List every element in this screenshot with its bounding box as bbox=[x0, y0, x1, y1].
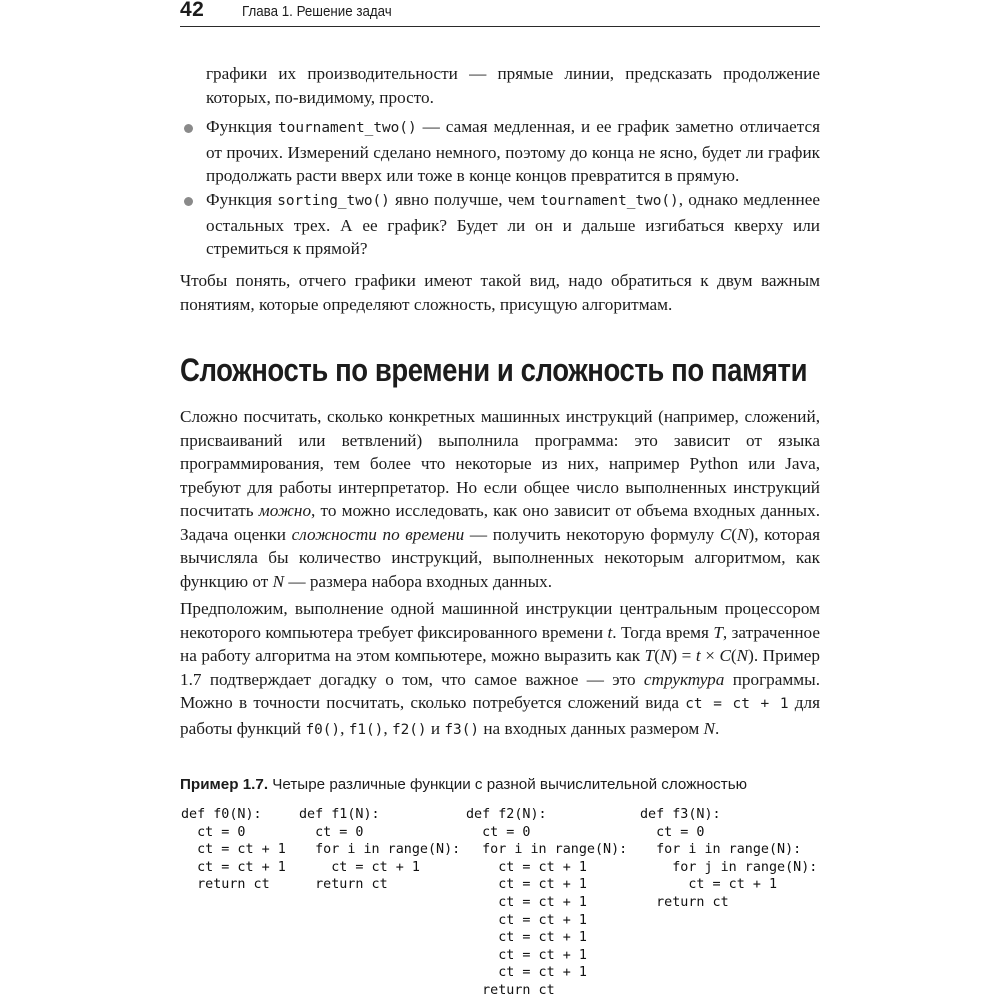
code-line: ct = ct + 1 bbox=[181, 859, 286, 875]
code-listing-f3 bbox=[640, 806, 817, 912]
code-line: ct = ct + 1 bbox=[466, 877, 587, 893]
paragraph-machine-time: Предположим, выполнение одной машинной инструкции центральным процессором некоторого компьютера требует фиксированного времени t. Тогда время T, затраченное на работу алгоритма на этом компьютере, можно выразить как T(N) = t × C(N). Пример 1.7 подтверждает догадку о том, что самое важное — это структура программы. Можно в точности посчитать, сколько потребуется сложений вида ct = ct + 1 для работы функций f0(), f1(), f2() и f3() на входных данных размером N. bbox=[180, 599, 820, 738]
code-line: def f2(N): bbox=[466, 807, 547, 822]
code-line: ct = ct + 1 bbox=[466, 947, 587, 963]
code-line: def f0(N): bbox=[181, 807, 262, 822]
code-line: ct = 0 bbox=[299, 824, 364, 840]
code-line: ct = ct + 1 bbox=[181, 842, 286, 858]
code-line: def f1(N): bbox=[299, 807, 380, 822]
code-listing-f1 bbox=[299, 806, 460, 894]
inline-code: sorting_two() bbox=[277, 193, 390, 209]
bullet-dot bbox=[184, 197, 193, 206]
running-header bbox=[180, 0, 820, 27]
bullet-continuation: графики их производительности — прямые линии, предсказать продолжение которых, по-видимому, просто. bbox=[206, 64, 820, 107]
inline-code: f0() bbox=[305, 721, 341, 738]
code-line: return ct bbox=[640, 894, 729, 910]
paragraph-intro: Чтобы понять, отчего графики имеют такой вид, надо обратиться к двум важным понятиям, которые определяют сложность, присущую алгоритмам. bbox=[180, 271, 820, 314]
code-line: ct = 0 bbox=[640, 824, 705, 840]
code-line: for i in range(N): bbox=[640, 842, 802, 858]
code-line: ct = ct + 1 bbox=[466, 912, 587, 928]
code-line: ct = ct + 1 bbox=[466, 859, 587, 875]
inline-code: tournament_two() bbox=[278, 120, 417, 136]
code-line: ct = ct + 1 bbox=[640, 877, 778, 893]
code-line: ct = ct + 1 bbox=[466, 965, 587, 981]
bullet-item-tournament: Функция tournament_two() — самая медленная, и ее график заметно отличается от прочих. Измерений сделано немного, поэтому до конца не ясно, будет ли график продолжать расти вверх или тоже в конце концов превратится в прямую. bbox=[206, 117, 820, 185]
code-line: return ct bbox=[181, 877, 270, 893]
inline-code: f2() bbox=[391, 721, 427, 738]
code-line: def f3(N): bbox=[640, 807, 721, 822]
inline-code: f1() bbox=[348, 721, 384, 738]
listing-caption: Пример 1.7. Четыре различные функции с разной вычислительной сложностью bbox=[180, 776, 748, 793]
code-line: for j in range(N): bbox=[640, 859, 818, 875]
inline-code: ct = ct + 1 bbox=[685, 696, 789, 712]
inline-code: f3() bbox=[444, 721, 480, 738]
bullet-item-sorting: Функция sorting_two() явно получше, чем tournament_two(), однако медленнее остальных трех. А ее график? Будет ли он и дальше изгибаться кверху или стремиться к прямой? bbox=[206, 190, 820, 258]
code-line: ct = 0 bbox=[466, 824, 531, 840]
code-line: ct = 0 bbox=[181, 824, 246, 840]
code-listing-f0 bbox=[181, 806, 286, 894]
code-line: ct = ct + 1 bbox=[466, 930, 587, 946]
code-line: ct = ct + 1 bbox=[299, 859, 420, 875]
code-line: return ct bbox=[466, 982, 555, 998]
inline-code: tournament_two() bbox=[540, 193, 679, 209]
code-line: return ct bbox=[299, 877, 388, 893]
section-heading: Сложность по времени и сложность по памяти bbox=[180, 352, 808, 388]
bullet-dot bbox=[184, 124, 193, 133]
paragraph-time-complexity: Сложно посчитать, сколько конкретных машинных инструкций (например, сложений, присваиваний или ветвлений) выполнила программа: это зависит от языка программирования, тем более что некоторые из них, например Python или Java, требуют для работы интерпретатор. Но если общее число выполненных инструкций посчитать можно, то можно исследовать, как оно зависит от объема входных данных. Задача оценки сложности по времени — получить некоторую формулу C(N), которая вычисляла бы количество инструкций, выполненных некоторым алгоритмом, как функцию от N — размера набора входных данных. bbox=[180, 407, 820, 591]
code-line: for i in range(N): bbox=[466, 842, 628, 858]
listing-label: Пример 1.7. bbox=[180, 776, 269, 793]
code-listing-f2 bbox=[466, 806, 627, 1000]
chapter-title: Глава 1. Решение задач bbox=[242, 4, 392, 20]
code-line: ct = ct + 1 bbox=[466, 894, 587, 910]
page-number: 42 bbox=[180, 0, 205, 21]
code-line: for i in range(N): bbox=[299, 842, 461, 858]
